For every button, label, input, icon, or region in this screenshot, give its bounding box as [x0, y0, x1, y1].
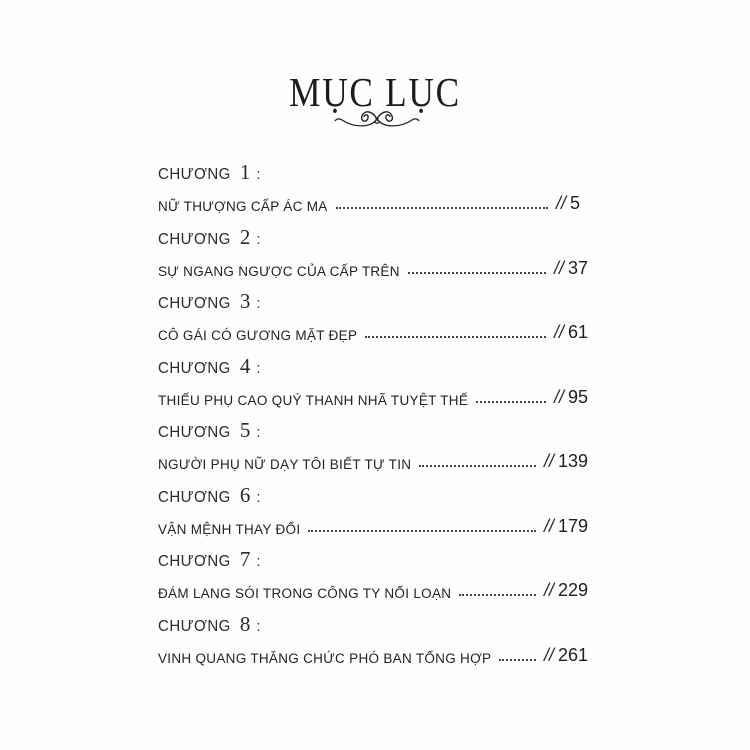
chapter-title-line	[158, 448, 588, 472]
dot-leader	[336, 206, 548, 209]
chapter-heading	[158, 289, 261, 315]
page-separator: //	[543, 451, 554, 471]
chapter-heading	[158, 418, 261, 444]
chapter-title-line	[158, 319, 588, 343]
chapter-number: 7	[239, 547, 251, 571]
page-number: 37	[567, 257, 588, 278]
page-number: 179	[557, 515, 588, 536]
chapter-number: 4	[239, 353, 251, 378]
dot-leader	[459, 593, 536, 596]
page-separator: //	[553, 386, 564, 407]
chapter-colon: :	[256, 424, 261, 441]
chapter-title-line	[158, 255, 588, 279]
chapter-heading	[158, 483, 261, 509]
chapter-title-line	[158, 384, 588, 408]
toc-entry	[158, 418, 588, 480]
chapter-colon: :	[256, 488, 261, 506]
toc-entry	[158, 160, 588, 222]
chapter-title: NỮ THƯỢNG CẤP ÁC MA	[158, 199, 328, 214]
toc-entry	[158, 547, 588, 609]
page-title: MỤC LỤC	[289, 69, 461, 115]
page-number: 61	[567, 322, 588, 342]
chapter-label: CHƯƠNG	[158, 617, 231, 635]
chapter-title: VINH QUANG THĂNG CHỨC PHÓ BAN TỔNG HỢP	[158, 650, 492, 666]
page-separator: //	[553, 322, 564, 342]
page-separator: //	[543, 580, 554, 600]
chapter-title-line	[158, 577, 588, 601]
chapter-title-line	[158, 513, 588, 537]
chapter-label: CHƯƠNG	[158, 230, 231, 248]
chapter-heading	[158, 612, 261, 638]
chapter-label: CHƯƠNG	[158, 165, 231, 184]
chapter-number: 1	[239, 160, 251, 184]
chapter-title-line	[158, 190, 588, 214]
page-separator: //	[553, 257, 564, 278]
dot-leader	[476, 400, 546, 403]
chapter-number: 3	[239, 289, 251, 313]
chapter-heading	[158, 160, 261, 186]
chapter-title: THIẾU PHỤ CAO QUÝ THANH NHÃ TUYỆT THẾ	[158, 392, 469, 408]
page-number: 229	[557, 580, 588, 600]
chapter-heading	[158, 547, 261, 573]
toc-entry	[158, 289, 588, 351]
chapter-colon: :	[256, 359, 261, 377]
chapter-number: 2	[239, 224, 251, 249]
dot-leader	[308, 529, 536, 532]
chapter-label: CHƯƠNG	[158, 552, 231, 571]
chapter-label: CHƯƠNG	[158, 359, 231, 377]
chapter-title: SỰ NGANG NGƯỢC CỦA CẤP TRÊN	[158, 263, 400, 279]
chapter-title-line	[158, 642, 588, 666]
chapter-heading	[158, 354, 261, 380]
chapter-title: ĐÁM LANG SÓI TRONG CÔNG TY NỔI LOẠN	[158, 586, 452, 601]
chapter-title: VẬN MỆNH THAY ĐỔI	[158, 521, 301, 537]
chapter-colon: :	[256, 295, 261, 312]
chapter-colon: :	[256, 553, 261, 570]
chapter-title: CÔ GÁI CÓ GƯƠNG MẶT ĐẸP	[158, 328, 358, 343]
dot-leader	[365, 335, 546, 338]
chapter-colon: :	[256, 617, 261, 635]
chapter-number: 8	[239, 611, 251, 636]
chapter-colon: :	[256, 166, 261, 183]
page-separator: //	[555, 193, 566, 213]
chapter-label: CHƯƠNG	[158, 488, 231, 506]
dot-leader	[499, 658, 536, 661]
page-number: 139	[557, 451, 588, 471]
toc-entry	[158, 354, 588, 416]
page-separator: //	[543, 644, 554, 665]
chapter-label: CHƯƠNG	[158, 423, 231, 442]
chapter-heading	[158, 225, 261, 251]
chapter-title: NGƯỜI PHỤ NỮ DẠY TÔI BIẾT TỰ TIN	[158, 457, 412, 472]
page-separator: //	[543, 515, 554, 536]
toc-entry	[158, 612, 588, 674]
chapter-label: CHƯƠNG	[158, 294, 231, 313]
toc-entry	[158, 483, 588, 545]
page-number: 95	[567, 386, 588, 407]
chapter-number: 6	[239, 482, 251, 507]
page-number: 5	[570, 193, 581, 213]
toc-entry	[158, 225, 588, 287]
dot-leader	[419, 464, 536, 467]
chapter-number: 5	[239, 418, 251, 442]
page-number: 261	[557, 644, 588, 665]
chapter-colon: :	[256, 230, 261, 248]
dot-leader	[408, 271, 546, 274]
